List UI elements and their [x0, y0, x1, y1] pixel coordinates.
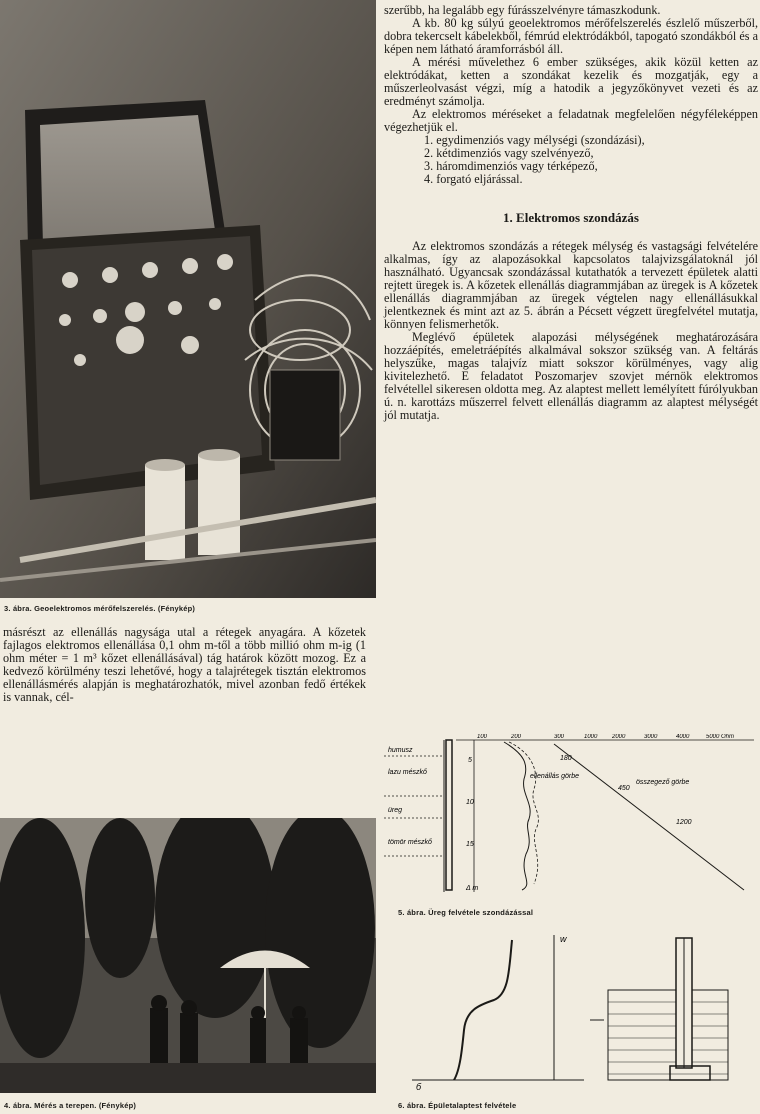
layer-label: humusz: [388, 747, 413, 754]
right-column: [384, 4, 758, 422]
summation-curve: [554, 744, 744, 890]
left-column-paragraph: másrészt az ellenállás nagysága utal a rétegek anyagára. A kőzetek fajlagos elektromos ellenállása 0,1 ohm m-től a több millió ohm m-ig (1 ohm méter = 1 m³ kőzet ellenállásával) tág határok között mozog. Ez a kedvező körülmény teszi lehetővé, hogy a talajrétegek tisztán elektromos ellenállásmérés alapján is meghatározhatók, mivel azonban fedő értékek is vannak, cél-: [3, 625, 366, 704]
resistance-curve: [504, 742, 530, 890]
borehole-outline: [446, 740, 452, 890]
axis-label-bottom: б: [416, 1082, 422, 1092]
figure3-caption: 3. ábra. Geoelektromos mérőfelszerelés. (Fénykép): [4, 604, 196, 613]
depth-tick-label: 15: [466, 841, 474, 848]
right-paragraph-3: A mérési művelethez 6 ember szükséges, akik közül ketten az elektródákat, ketten a szondákat kezelik és mozgatják, egy a műszerleolvasást végzi, míg a hatodik a jegyzőkönyvet vezeti és az eredményt számolja.: [384, 55, 758, 108]
x-tick-label: 100: [477, 734, 488, 740]
layer-label: tömör mészkő: [388, 839, 432, 846]
curve-label: összegező görbe: [636, 779, 690, 786]
figure5-caption: 5. ábra. Üreg felvétele szondázással: [398, 908, 534, 917]
figure5-diagram: [384, 734, 760, 900]
point-label: 1200: [676, 819, 692, 826]
right-paragraph-2: A kb. 80 kg súlyú geoelektromos mérőfelszerelés észlelő műszerből, dobra tekercselt kábelekből, fémrúd elektródákból, tapogató szondákból és a képen nem látható áramforrásból áll.: [384, 16, 758, 56]
layer-label: lazu mészkő: [388, 769, 427, 776]
section-heading: 1. Elektromos szondázás: [503, 210, 639, 225]
figure4-photo: [0, 818, 376, 1093]
list-item: 2. kétdimenziós vagy szelvényező,: [424, 146, 594, 160]
figure6-diagram: [384, 930, 760, 1095]
x-tick-label: 300: [554, 734, 565, 740]
list-item: 1. egydimenziós vagy mélységi (szondázási),: [424, 133, 645, 147]
right-paragraph-1: szerűbb, ha legalább egy fúrásszelvényre támaszkodunk.: [384, 3, 661, 17]
depth-tick-label: 5: [468, 757, 472, 764]
right-paragraph-6: Meglévő épületek alapozási mélységének meghatározására hozzáépítés, emeletráépítés alkalmával sokszor szükség van. A feltárás helyszűke, magas talajvíz miatt sokszor körülményes, vagy alig kivitelezhető. E feladatot Poszomarjev szovjet mérnök elektromos felvétellel sikeresen oldotta meg. Az alaptest mellett lemélyített fúrólyukban ú. n. karottázs műszerrel felvett ellenállás diagramm az alaptest mélységét jól mutatja.: [384, 330, 758, 422]
depth-unit-label: Δ m: [466, 885, 479, 892]
resistance-curve-dashed: [509, 742, 538, 884]
x-tick-label: 4000: [676, 734, 690, 740]
figure3-photo: [0, 0, 376, 598]
depth-tick-label: 10: [466, 799, 474, 806]
x-tick-label: 200: [511, 734, 522, 740]
x-tick-label: 5000 Ohm: [706, 734, 735, 740]
point-label: 450: [618, 785, 630, 792]
right-paragraph-4: Az elektromos méréseket a feladatnak megfelelően négyféleképpen végezhetjük el.: [384, 107, 758, 134]
layer-label: üreg: [388, 807, 403, 814]
x-tick-label: 2000: [612, 734, 626, 740]
point-label: 180: [560, 755, 572, 762]
method-list: [384, 134, 758, 186]
list-item: 4. forgató eljárással.: [424, 172, 523, 186]
instrument-photo-illustration: [0, 0, 376, 598]
curve-label: ellenállás görbe: [530, 773, 580, 780]
field-measurement-photo-illustration: [0, 818, 376, 1093]
resistance-curve: [454, 940, 512, 1080]
figure4-caption: 4. ábra. Mérés a terepen. (Fénykép): [4, 1101, 137, 1110]
right-paragraph-5: Az elektromos szondázás a rétegek mélység és vastagsági felvételére alkalmas, így az alapozásokkal kapcsolatos talajvizsgálatoknál jól használható. Ugyancsak szondázással kutathatók a tervezett épületek alatti rejtett üregek is. A kőzetek ellenállás diagrammjában az üregek is A kőzetek ellenállás diagrammjában az üregek végtelen nagy ellenállásukkal jelentkeznek és mint azt az 5. ábrán a Pécsett végzett üregfelvétel mutatja, könnyen felismerhetők.: [384, 239, 758, 331]
x-tick-label: 1000: [584, 734, 598, 740]
figure6-caption: 6. ábra. Épületalaptest felvétele: [398, 1101, 517, 1110]
list-item: 3. háromdimenziós vagy térképező,: [424, 159, 598, 173]
x-tick-label: 3000: [644, 734, 658, 740]
axis-label-top: w: [560, 934, 567, 944]
